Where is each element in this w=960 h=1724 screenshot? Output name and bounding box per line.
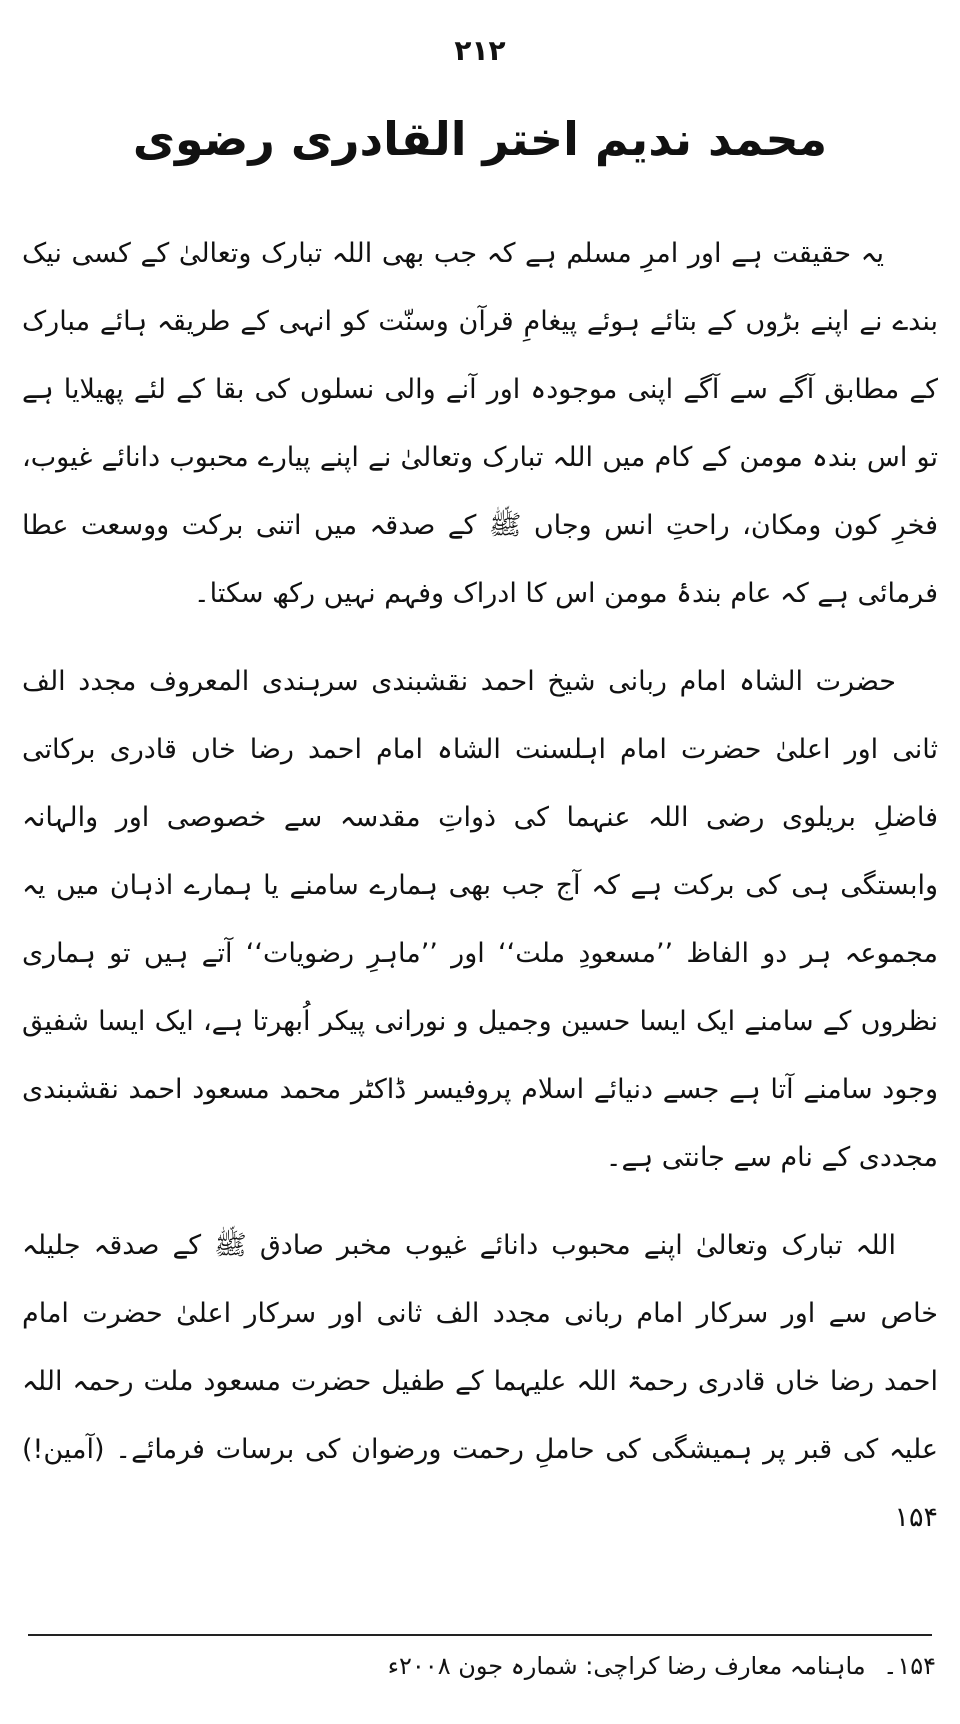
footer-separator: [28, 1634, 932, 1636]
article-body: [22, 220, 938, 1572]
paragraph-2: حضرت الشاہ امام ربانی شیخ احمد نقشبندی سرہندی المعروف مجدد الف ثانی اور اعلیٰ حضرت امام اہلسنت الشاہ امام احمد رضا خاں قادری برکاتی فاضلِ بریلوی رضی اللہ عنہما کی ذواتِ مقدسہ سے خصوصی اور والہانہ وابستگی ہی کی برکت ہے کہ آج جب بھی ہمارے سامنے یا ہمارے اذہان میں یہ مجموعہ ہر دو الفاظ ’’مسعودِ ملت‘‘ اور ’’ماہرِ رضویات‘‘ آتے ہیں تو ہماری نظروں کے سامنے ایک ایسا حسین وجمیل و نورانی پیکر اُبھرتا ہے، ایک ایسا شفیق وجود سامنے آتا ہے جسے دنیائے اسلام پروفیسر ڈاکٹر محمد مسعود احمد نقشبندی مجددی کے نام سے جانتی ہے۔: [22, 666, 938, 1173]
footer-page-number: ۱۵۴۔: [883, 1652, 936, 1680]
page-footer: [388, 1652, 936, 1680]
author-title: محمد ندیم اختر القادری رضوی: [132, 112, 828, 166]
paragraph-3: اللہ تبارک وتعالیٰ اپنے محبوب دانائے غیوب مخبر صادق ﷺ کے صدقہ جلیلہ خاص سے اور سرکار امام ربانی مجدد الف ثانی اور سرکار اعلیٰ حضرت امام احمد رضا خاں قادری رحمۃ اللہ علیہما کے طفیل حضرت مسعود ملت رحمہ اللہ علیہ کی قبر پر ہمیشگی کی حاملِ رحمت ورضوان کی برسات فرمائے۔ (آمین!) ۱۵۴: [22, 1230, 938, 1533]
footer-publication: ماہنامہ معارف رضا کراچی: شمارہ جون ۲۰۰۸ء: [387, 1652, 866, 1680]
page-number: ۲۱۲: [454, 34, 506, 67]
paragraph-1: یہ حقیقت ہے اور امرِ مسلم ہے کہ جب بھی اللہ تبارک وتعالیٰ کے کسی نیک بندے نے اپنے بڑوں کے بتائے ہوئے پیغامِ قرآن وسنّت کو انہی کے طریقہ ہائے مبارک کے مطابق آگے سے آگے اپنی موجودہ اور آنے والی نسلوں کی بقا کے لئے پھیلایا ہے تو اس بندہ مومن کے کام میں اللہ تبارک وتعالیٰ نے اپنے پیارے محبوب دانائے غیوب، فخرِ کون ومکان، راحتِ انس وجاں ﷺ کے صدقہ میں اتنی برکت ووسعت عطا فرمائی ہے کہ عام بندۂ مومن اس کا ادراک وفہم نہیں رکھ سکتا۔: [22, 238, 938, 609]
